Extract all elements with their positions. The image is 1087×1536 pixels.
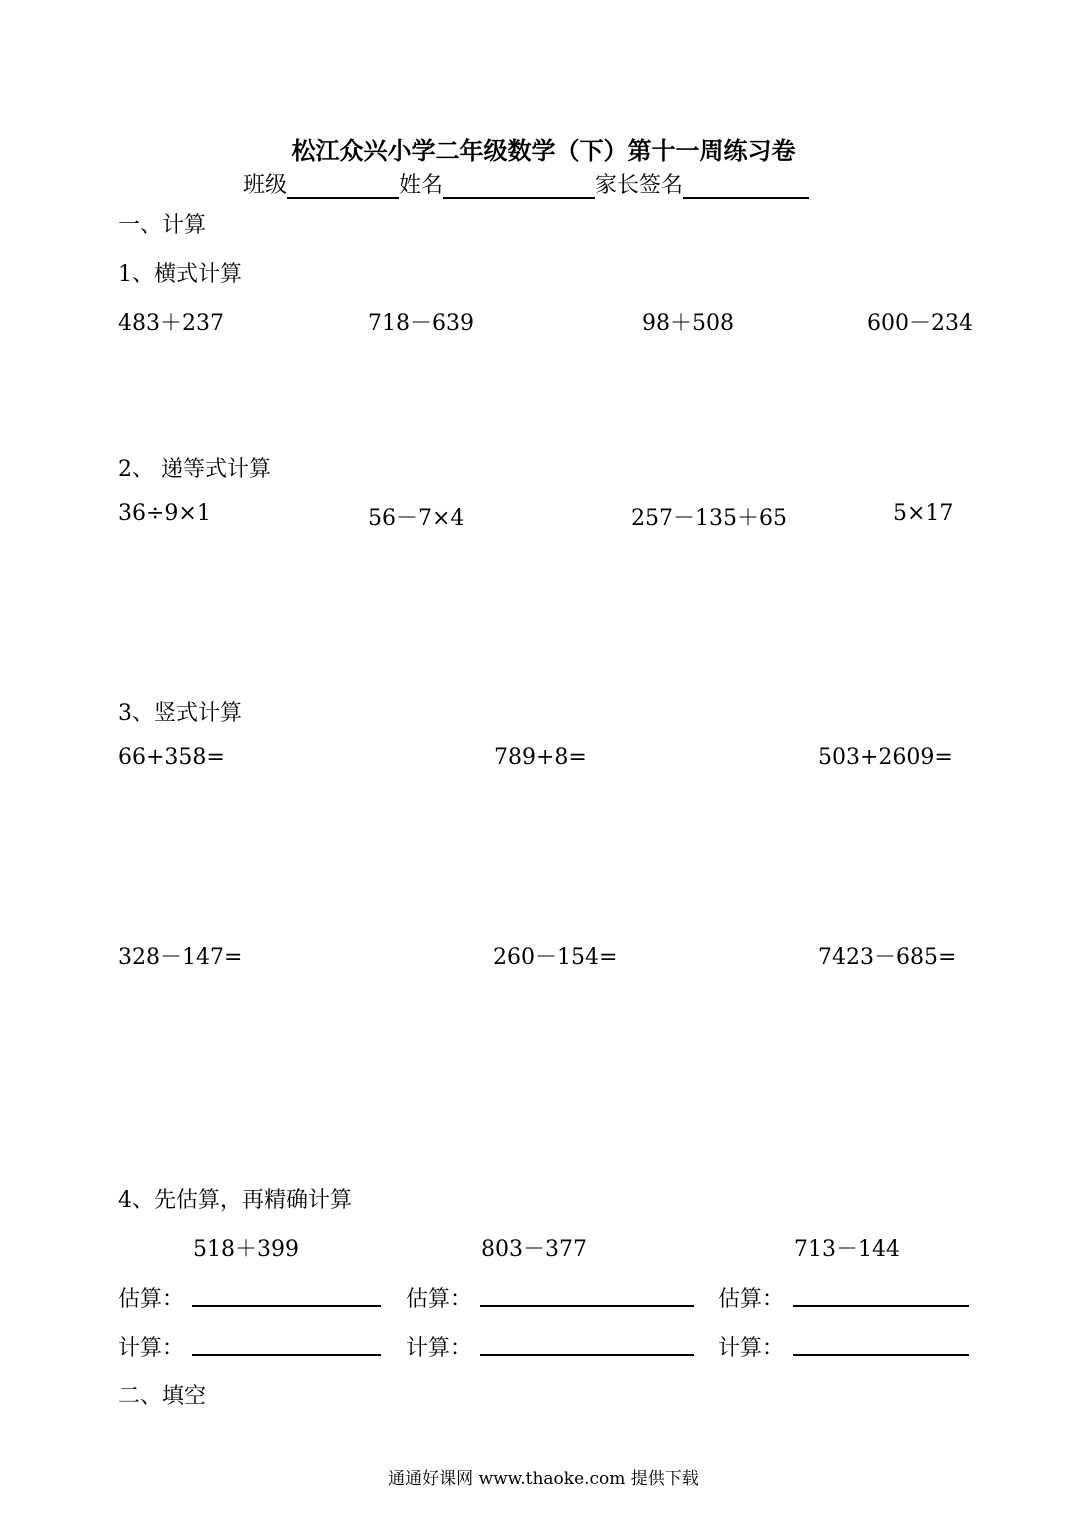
problem: 713－144 — [794, 1237, 900, 1262]
section2-heading: 二、填空 — [118, 1384, 207, 1409]
calculate-blank[interactable] — [480, 1354, 694, 1356]
part3-heading: 3、竖式计算 — [118, 701, 242, 726]
calculate-blank[interactable] — [192, 1354, 381, 1356]
problem: 600－234 — [867, 311, 973, 336]
estimate-label: 估算： — [118, 1287, 185, 1312]
header-fields — [243, 168, 809, 199]
problem: 260－154= — [493, 945, 618, 970]
problem: 7423－685= — [818, 945, 957, 970]
problem: 328－147= — [118, 945, 243, 970]
estimate-blank[interactable] — [480, 1305, 694, 1307]
problem: 66+358= — [118, 745, 225, 770]
problem: 803－377 — [481, 1237, 587, 1262]
name-blank[interactable] — [443, 175, 595, 199]
problem: 789+8= — [494, 745, 587, 770]
problem: 98＋508 — [642, 311, 734, 336]
page-title: 松江众兴小学二年级数学（下）第十一周练习卷 — [291, 136, 796, 165]
estimate-label: 估算： — [406, 1287, 473, 1312]
problem: 483＋237 — [118, 311, 224, 336]
calculate-label: 计算： — [406, 1336, 473, 1361]
problem: 718－639 — [368, 311, 474, 336]
part2-heading: 2、 递等式计算 — [118, 457, 271, 482]
problem: 36÷9×1 — [118, 501, 211, 526]
calculate-label: 计算： — [718, 1336, 785, 1361]
problem: 503+2609= — [818, 745, 953, 770]
estimate-blank[interactable] — [793, 1305, 969, 1307]
problem: 56－7×4 — [368, 506, 465, 531]
estimate-blank[interactable] — [192, 1305, 381, 1307]
class-blank[interactable] — [287, 175, 399, 199]
parent-signature-blank[interactable] — [683, 175, 809, 199]
problem: 518＋399 — [193, 1237, 299, 1262]
part1-heading: 1、横式计算 — [118, 262, 242, 287]
problem: 257－135＋65 — [631, 506, 787, 531]
estimate-label: 估算： — [718, 1287, 785, 1312]
parent-signature-label: 家长签名 — [595, 173, 684, 198]
part4-heading: 4、先估算，再精确计算 — [118, 1188, 352, 1213]
section1-heading: 一、计算 — [118, 213, 207, 238]
calculate-label: 计算： — [118, 1336, 185, 1361]
problem: 5×17 — [893, 501, 954, 526]
class-label: 班级 — [243, 173, 288, 198]
footer-credit: 通通好课网 www.thaoke.com 提供下载 — [388, 1469, 699, 1489]
name-label: 姓名 — [399, 173, 444, 198]
calculate-blank[interactable] — [793, 1354, 969, 1356]
